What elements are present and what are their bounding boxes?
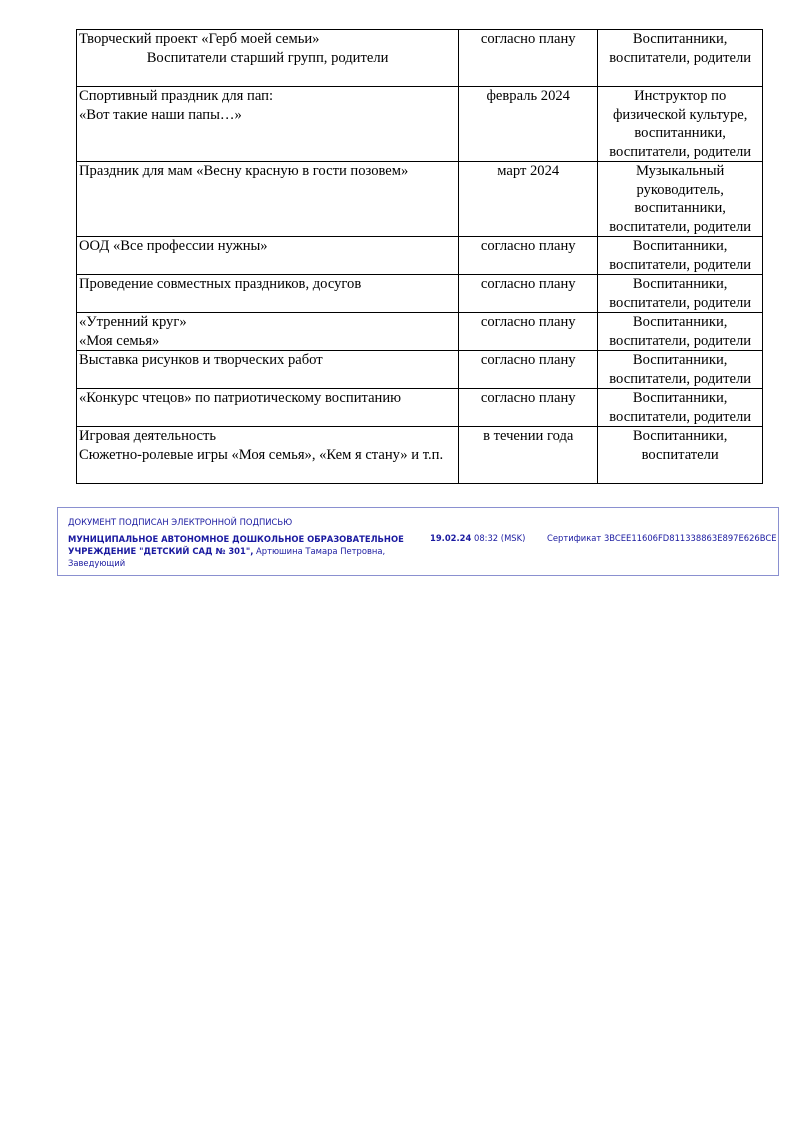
- table-row: [77, 87, 763, 162]
- table-row: [77, 162, 763, 237]
- table-row: [77, 275, 763, 313]
- table-row: [77, 351, 763, 389]
- event-cell: [77, 351, 459, 389]
- event-line: «Вот такие наши папы…»: [79, 106, 242, 123]
- event-line: «Утренний круг»: [79, 314, 187, 330]
- date-cell: в течении года: [459, 427, 598, 484]
- event-line: Творческий проект «Герб моей семьи»: [79, 31, 320, 47]
- date-cell: согласно плану: [459, 389, 598, 427]
- date-cell: согласно плану: [459, 237, 598, 275]
- event-line: ООД «Все профессии нужны»: [79, 238, 268, 254]
- responsible-cell: Воспитанники, воспитатели, родители: [598, 237, 763, 275]
- event-cell: [77, 313, 459, 351]
- event-line: «Конкурс чтецов» по патриотическому воспитанию: [79, 390, 402, 406]
- table-row: [77, 313, 763, 351]
- date-cell: согласно плану: [459, 30, 598, 87]
- event-line: Игровая деятельность: [79, 428, 217, 444]
- responsible-cell: Воспитанники, воспитатели: [598, 427, 763, 484]
- responsible-cell: Музыкальный руководитель, воспитанники, воспитатели, родители: [598, 162, 763, 237]
- signature-time: 08:32 (MSK): [474, 533, 526, 543]
- date-cell: март 2024: [459, 162, 598, 237]
- event-line: Выставка рисунков и творческих работ: [79, 352, 323, 368]
- signature-certificate: Сертификат 3BCEE11606FD811338863E897E626BCE: [547, 533, 777, 543]
- signature-title: ДОКУМЕНТ ПОДПИСАН ЭЛЕКТРОННОЙ ПОДПИСЬЮ: [68, 517, 293, 527]
- event-line: Праздник для мам «Весну красную в гости позовем»: [79, 163, 409, 179]
- table-row: [77, 30, 763, 87]
- table-row: [77, 427, 763, 484]
- signature-organization: МУНИЦИПАЛЬНОЕ АВТОНОМНОЕ ДОШКОЛЬНОЕ ОБРАЗОВАТЕЛЬНОЕ УЧРЕЖДЕНИЕ "ДЕТСКИЙ САД № 301",: [68, 534, 404, 556]
- signature-datetime: [430, 533, 525, 543]
- event-cell: [77, 87, 459, 162]
- responsible-cell: Инструктор по физической культуре, воспитанники, воспитатели, родители: [598, 87, 763, 162]
- date-cell: согласно плану: [459, 275, 598, 313]
- event-cell: [77, 389, 459, 427]
- event-cell: [77, 237, 459, 275]
- electronic-signature-stamp: [57, 507, 779, 576]
- signature-organization-block: [68, 533, 423, 569]
- event-line: Проведение совместных праздников, досугов: [79, 276, 362, 292]
- responsible-cell: Воспитанники, воспитатели, родители: [598, 30, 763, 87]
- date-cell: согласно плану: [459, 351, 598, 389]
- responsible-cell: Воспитанники, воспитатели, родители: [598, 351, 763, 389]
- table-row: [77, 237, 763, 275]
- event-cell: [77, 275, 459, 313]
- event-cell: [77, 162, 459, 237]
- event-line: Спортивный праздник для пап:: [79, 88, 273, 104]
- date-cell: согласно плану: [459, 313, 598, 351]
- event-cell: [77, 30, 459, 87]
- event-line: «Моя семья»: [79, 332, 160, 349]
- responsible-cell: Воспитанники, воспитатели, родители: [598, 389, 763, 427]
- signature-position: Заведующий: [68, 558, 126, 568]
- table-row: [77, 389, 763, 427]
- plan-table: [76, 29, 763, 484]
- responsible-cell: Воспитанники, воспитатели, родители: [598, 313, 763, 351]
- event-cell: [77, 427, 459, 484]
- responsible-cell: Воспитанники, воспитатели, родители: [598, 275, 763, 313]
- event-line: Воспитатели старший групп, родители: [146, 49, 389, 66]
- event-line: Сюжетно-ролевые игры «Моя семья», «Кем я стану» и т.п.: [79, 446, 444, 463]
- signature-date: 19.02.24: [430, 533, 472, 543]
- signature-signer: Артюшина Тамара Петровна,: [256, 546, 386, 556]
- date-cell: февраль 2024: [459, 87, 598, 162]
